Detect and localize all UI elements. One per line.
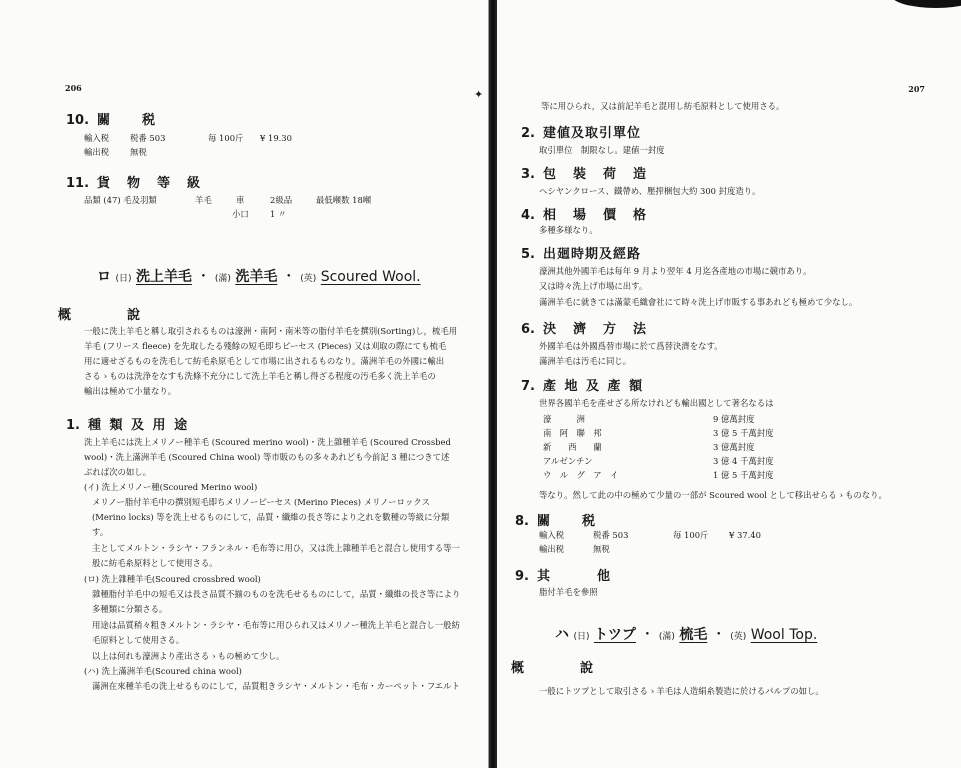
text-line: 等なり。然して此の中の極めて少量の一部が Scoured wool として移出せらるゝものなり。 — [539, 490, 887, 500]
left-page: 206 ✦ 10. 關 税 輸入税 税番 503 毎 100斤 ¥ 19.30 輸出税 無税 11. 貨 物 等 級 品類 (47) 毛及羽類 羊毛 車 2級品 最低噸数 18噸 小口 1 〃 ロ (日) 洗上羊毛 ・ (滿) 洗羊毛 ・ (英) Scoured Wool. 概 說 一般に洗上羊毛と稱し取引されるものは濠洲・南阿・南米等の脂付羊毛を撰別(Sorting)し，梳毛用 羊毛 (フリース fleece) を先取したる殘餘の短毛即ちピーセス (Pieces) 又は刈取の際にても梳毛 用に適せざるものを洗毛して紡毛糸原毛として市場に出されるものなり。滿洲羊毛の外國に輸出 さるゝものは洗浄をなすも洗條不充分にして洗上羊毛と稱し得ざる程度の汚毛多く洗上羊毛の 輸出は極めて小量なり。 1. 種 類 及 用 途 洗上羊毛には洗上メリノー種羊毛 (Scoured merino wool)・洗上雜種羊毛 (Scoured Crossbed wool)・洗上滿洲羊毛 (Scoured China wool) 等市販のもの多々あれども今前記 3 種につきて述 ぶれば次の如し。 (イ) 洗上メリノー種(Scoured Merino wool) メリノー脂付羊毛中の撰別短毛即ちメリノーピーセス (Merino Pieces) メリノーロックス (Merino locks) 等を洗上せるものにして，品質・纖維の長さ等により之れを數種の等級に分類 す。 主としてメルトン・ラシヤ・フランネル・毛布等に用ひ，又は洗上雜種羊毛と混合し使用する等一 般に紡毛糸原料として使用さる。 (ロ) 洗上雜種羊毛(Scoured crossbred wool) 雜種脂付羊毛中の短毛又は長さ品質不揃のものを洗毛せるものにして，品質・纖維の長さ等により 多種類に分類さる。 用途は品質稍々粗きメルトン・ラシヤ・毛布等に用ひられ又はメリノー種洗上羊毛と混合し一般紡 毛原料として使用さる。 以上は何れも濠洲より產出さるゝもの極めて少し。 (ハ) 洗上滿洲羊毛(Scoured china wool) 滿洲在來種羊毛の洗上せるものにして，品質粗きラシヤ・メルトン・毛布・カーペット・フエルト — [0, 0, 489, 768]
section-usage-heading: 1. 種 類 及 用 途 — [66, 418, 190, 433]
text-line: (Merino locks) 等を洗上せるものにして，品質・纖維の長さ等により之れを數種の等級に分類 — [92, 512, 450, 522]
text-line: 般に紡毛糸原料として使用さる。 — [92, 558, 218, 568]
text-line: 多種類に分類さる。 — [92, 604, 168, 614]
text-line: 世界各國羊毛を產せざる所なけれども輸出國として著名なるは — [539, 398, 774, 408]
text-line: ぶれば次の如し。 — [84, 467, 151, 477]
text-line: 滿洲羊毛に就きては滿蒙毛織會社にて時々洗上げ市販する事あれども極めて少なし。 — [539, 297, 858, 307]
text-line: 等に用ひられ，又は前記羊毛と混用し紡毛原料として使用さる。 — [541, 101, 785, 111]
section-tariff-heading: 8. 關 税 — [515, 514, 597, 529]
section-settlement-heading: 6. 決 濟 方 法 — [521, 322, 648, 337]
text-line: 毛原料として使用さる。 — [92, 635, 185, 645]
section-production-heading: 7. 產 地 及 產 額 — [521, 379, 645, 394]
book-gutter — [489, 0, 497, 768]
text-line: す。 — [92, 527, 109, 537]
section-market-price-heading: 4. 相 場 價 格 — [521, 208, 648, 223]
text-line: 濠洲其他外國羊毛は每年 9 月より翌年 4 月迄各產地の市場に競市あり。 — [539, 266, 812, 276]
text-line: 外國羊毛は外國爲替市場に於て爲替決濟をなす。 — [539, 341, 723, 351]
scan-shadow — [891, 0, 961, 8]
text-line: (ハ) 洗上滿洲羊毛(Scoured china wool) — [84, 666, 242, 676]
text-line: 又は時々洗上げ市場に出す。 — [539, 281, 648, 291]
text-line: 用途は品質稍々粗きメルトン・ラシヤ・毛布等に用ひられ又はメリノー種洗上羊毛と混合し一般紡 — [92, 620, 460, 630]
section-tariff-heading: 10. 關 税 — [66, 113, 158, 128]
section-season-route-heading: 5. 出廻時期及經路 — [521, 247, 641, 262]
text-line: 一般に洗上羊毛と稱し取引されるものは濠洲・南阿・南米等の脂付羊毛を撰別(Sorting)し，梳毛用 — [84, 326, 458, 336]
text-line: (イ) 洗上メリノー種(Scoured Merino wool) — [84, 482, 258, 492]
text-line: さるゝものは洗浄をなすも洗條不充分にして洗上羊毛と稱し得ざる程度の汚毛多く洗上羊毛の — [84, 371, 436, 381]
text-line: 洗上羊毛には洗上メリノー種羊毛 (Scoured merino wool)・洗上雜種羊毛 (Scoured Crossbed — [84, 437, 451, 447]
ink-mark: ✦ — [474, 88, 484, 101]
text-line: 主としてメルトン・ラシヤ・フランネル・毛布等に用ひ，又は洗上雜種羊毛と混合し使用する等一 — [92, 543, 460, 553]
text-line: 羊毛 (フリース fleece) を先取したる殘餘の短毛即ちピーセス (Pieces) 又は刈取の際にても梳毛 — [84, 341, 447, 351]
text-line: ヘシヤンクロース、鐵帶め、壓搾梱包大約 300 封度造り。 — [539, 186, 761, 196]
right-page: 207 等に用ひられ，又は前記羊毛と混用し紡毛原料として使用さる。 2. 建値及取引單位 取引單位 制限なし。建値一封度 3. 包 裝 荷 造 ヘシヤンクロース、鐵帶め、壓搾梱包大約 300 封度造り。 4. 相 場 價 格 多種多様なり。 5. 出廻時期及經路 濠洲其他外國羊毛は每年 9 月より翌年 4 月迄各產地の市場に競市あり。 又は時々洗上げ市場に出す。 滿洲羊毛に就きては滿蒙毛織會社にて時々洗上げ市販する事あれども極めて少なし。 6. 決 濟 方 法 外國羊毛は外國爲替市場に於て爲替決濟をなす。 滿洲羊毛は汚毛に同じ。 7. 產 地 及 產 額 世界各國羊毛を產せざる所なけれども輸出國として著名なるは 濠 洲 9 億萬封度 南 阿 聯 邦 3 億 5 千萬封度 新 西 蘭 3 億萬封度 アルゼンチン 3 億 4 千萬封度 ウ ル グ ア イ 1 億 5 千萬封度 等なり。然して此の中の極めて少量の一部が Scoured wool として移出せらるゝものなり。 8. 關 税 輸入税 税番 503 毎 100斤 ¥ 37.40 輸出税 無税 9. 其 他 脂付羊毛を參照 ハ (日) トツプ ・ (滿) 梳毛 ・ (英) Wool Top. 概 說 一般にトツプとして取引さるゝ羊毛は人造絹糸製造に於けるパルプの如し。 — [497, 0, 961, 768]
section-price-unit-heading: 2. 建値及取引單位 — [521, 126, 641, 141]
overview-heading: 概 說 — [511, 661, 604, 676]
subtitle-wool-top: ハ (日) トツプ ・ (滿) 梳毛 ・ (英) Wool Top. — [555, 627, 818, 643]
text-line: (ロ) 洗上雜種羊毛(Scoured crossbred wool) — [84, 574, 261, 584]
overview-heading: 概 說 — [58, 308, 151, 323]
text-line: wool)・洗上滿洲羊毛 (Scoured China wool) 等市販のもの多々あれども今前記 3 種につきて述 — [84, 452, 450, 462]
text-line: 脂付羊毛を參照 — [539, 587, 598, 597]
section-other-heading: 9. 其 他 — [515, 569, 612, 584]
section-packing-heading: 3. 包 裝 荷 造 — [521, 167, 648, 182]
subtitle-scoured-wool: ロ (日) 洗上羊毛 ・ (滿) 洗羊毛 ・ (英) Scoured Wool. — [97, 269, 421, 285]
text-line: 輸出は極めて小量なり。 — [84, 386, 177, 396]
page-number-right: 207 — [908, 84, 925, 94]
text-line: 滿洲羊毛は汚毛に同じ。 — [539, 356, 632, 366]
page-number-left: 206 — [65, 83, 82, 93]
text-line: 多種多様なり。 — [539, 225, 598, 235]
section-grade-heading: 11. 貨 物 等 級 — [66, 176, 203, 191]
text-line: 滿洲在來種羊毛の洗上せるものにして，品質粗きラシヤ・メルトン・毛布・カーペット・フエルト — [92, 681, 460, 691]
text-line: 以上は何れも濠洲より產出さるゝもの極めて少し。 — [92, 651, 285, 661]
text-line: メリノー脂付羊毛中の撰別短毛即ちメリノーピーセス (Merino Pieces) メリノーロックス — [92, 497, 430, 507]
text-line: 取引單位 制限なし。建値一封度 — [539, 145, 665, 155]
text-line: 用に適せざるものを洗毛して紡毛糸原毛として市場に出されるものなり。滿洲羊毛の外國に輸出 — [84, 356, 445, 366]
text-line: 一般にトツプとして取引さるゝ羊毛は人造絹糸製造に於けるパルプの如し。 — [539, 686, 824, 696]
text-line: 雜種脂付羊毛中の短毛又は長さ品質不揃のものを洗毛せるものにして，品質・纖維の長さ等により — [92, 589, 461, 599]
